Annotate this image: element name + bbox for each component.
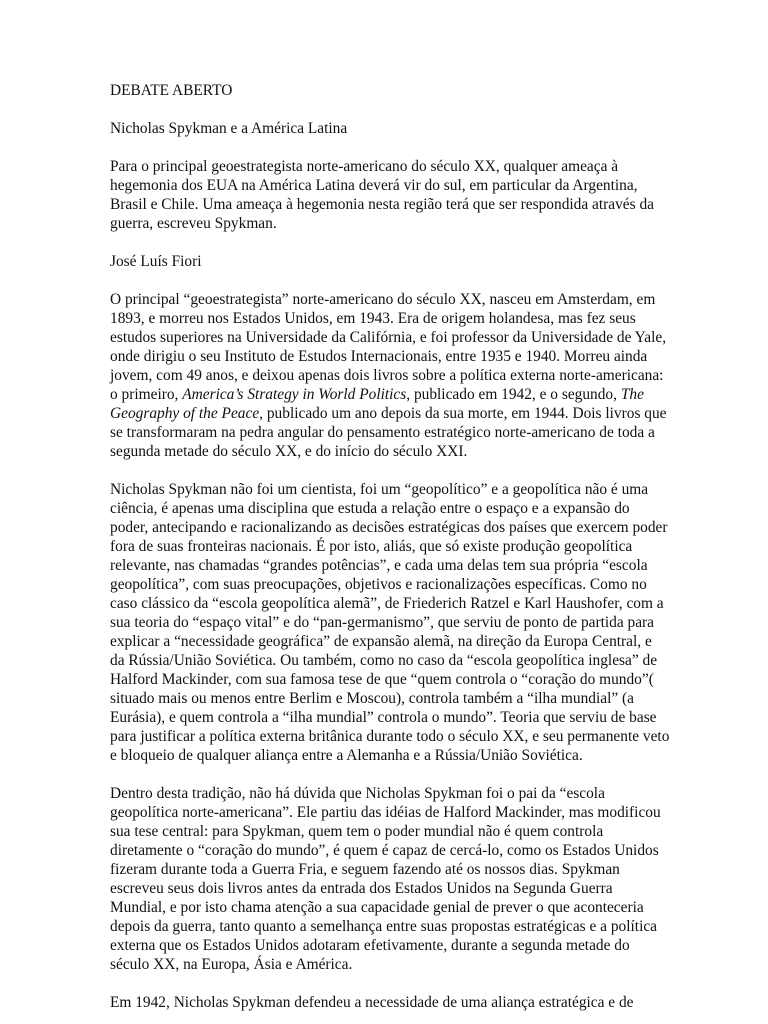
paragraph-1	[110, 290, 670, 461]
article-author: José Luís Fiori	[110, 253, 202, 270]
book-title-1: America’s Strategy in World Politics	[182, 386, 407, 403]
document-body	[110, 81, 670, 1024]
paragraph-1-text-c: , publicado um ano depois da sua morte, em 1944. Dois livros que se transformaram na pedra angular do pensamento estratégico norte-americano de toda a segunda metade do século XX, e do início do século XXI.	[110, 405, 667, 460]
paragraph-2: Nicholas Spykman não foi um cientista, foi um “geopolítico” e a geopolítica não é uma ciência, é apenas uma disciplina que estuda a relação entre o espaço e a expansão do poder, antecipando e racionalizando as decisões estratégicas dos países que exercem poder fora de suas fronteiras nacionais. É por isto, aliás, que só existe produção geopolítica relevante, nas chamadas “grandes potências”, e cada uma delas tem sua própria “escola geopolítica”, com suas preocupações, objetivos e racionalizações específicas. Como no caso clássico da “escola geopolítica alemã”, de Friederich Ratzel e Karl Haushofer, com a sua teoria do “espaço vital” e do “pan-germanismo”, que serviu de ponto de partida para explicar a “necessidade geográfica” de expansão alemã, na direção da Europa Central, e da Rússia/União Soviética. Ou também, como no caso da “escola geopolítica inglesa” de Halford Mackinder, com sua famosa tese de que “quem controla o “coração do mundo”( situado mais ou menos entre Berlim e Moscou), controla também a “ilha mundial” (a Eurásia), e quem controla a “ilha mundial” controla o mundo”. Teoria que serviu de base para justificar a política externa britânica durante todo o século XX, e seu permanente veto e bloqueio de qualquer aliança entre a Alemanha e a Rússia/União Soviética.	[110, 481, 670, 764]
paragraph-3: Dentro desta tradição, não há dúvida que Nicholas Spykman foi o pai da “escola geopolítica norte-americana”. Ele partiu das idéias de Halford Mackinder, mas modificou sua tese central: para Spykman, quem tem o poder mundial não é quem controla diretamente o “coração do mundo”, é quem é capaz de cercá-lo, como os Estados Unidos fizeram durante toda a Guerra Fria, e seguem fazendo até os nossos dias. Spykman escreveu seus dois livros antes da entrada dos Estados Unidos na Segunda Guerra Mundial, e por isto chama atenção a sua capacidade genial de prever o que aconteceria depois da guerra, tanto quanto a semelhança entre suas propostas estratégicas e a política externa que os Estados Unidos adotaram efetivamente, durante a segunda metade do século XX, na Europa, Ásia e América.	[110, 785, 661, 973]
paragraph-4: Em 1942, Nicholas Spykman defendeu a necessidade de uma aliança estratégica e de	[110, 994, 634, 1011]
article-lead: Para o principal geoestrategista norte-americano do século XX, qualquer ameaça à hegemonia dos EUA na América Latina deverá vir do sul, em particular da Argentina, Brasil e Chile. Uma ameaça à hegemonia nesta região terá que ser respondida através da guerra, escreveu Spykman.	[110, 158, 654, 232]
book-title-2: The Geography of the Peace	[110, 386, 644, 422]
paragraph-1-text-a: O principal “geoestrategista” norte-americano do século XX, nasceu em Amsterdam, em 1893, e morreu nos Estados Unidos, em 1943. Era de origem holandesa, mas fez seus estudos superiores na Universidade da Califórnia, e foi professor da Universidade de Yale, onde dirigiu o seu Instituto de Estudos Internacionais, entre 1935 e 1940. Morreu ainda jovem, com 49 anos, e deixou apenas dois livros sobre a política externa norte-americana: o primeiro,	[110, 291, 667, 403]
section-label: DEBATE ABERTO	[110, 82, 233, 99]
article-title: Nicholas Spykman e a América Latina	[110, 120, 348, 137]
paragraph-1-text-b: , publicado em 1942, e o segundo,	[406, 386, 621, 403]
